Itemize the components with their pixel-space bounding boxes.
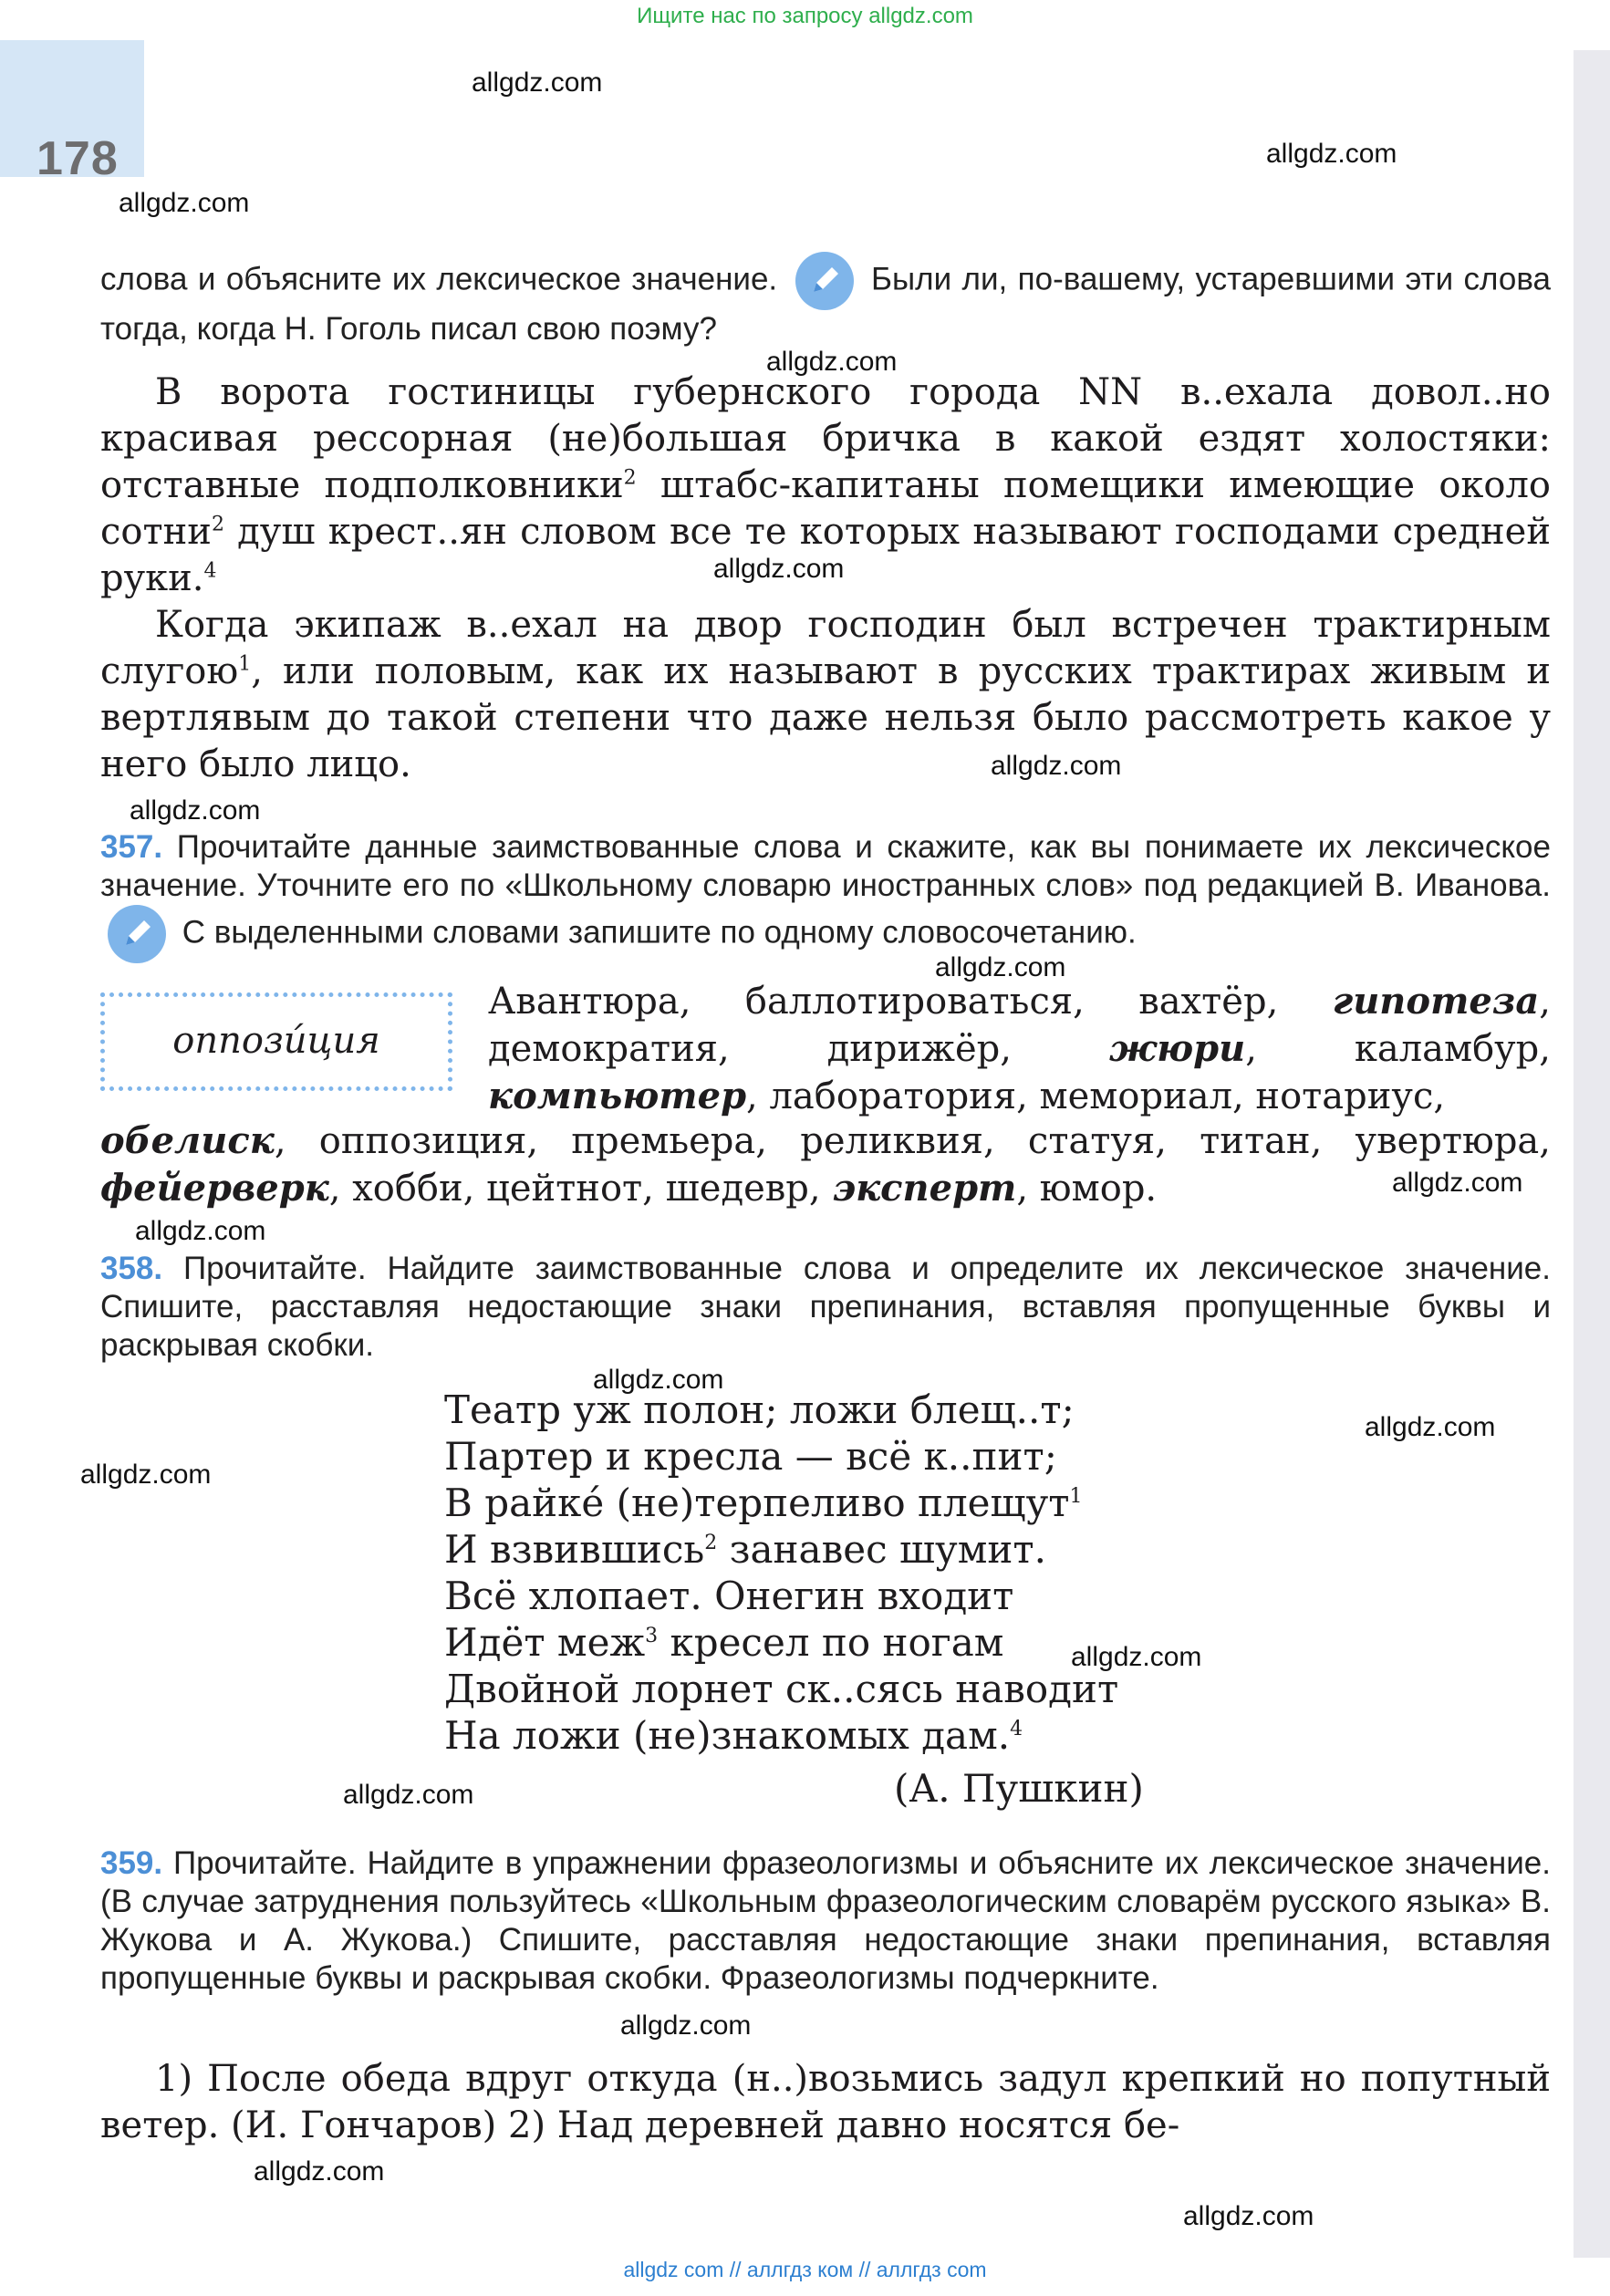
stress-word: оппозúция [172,1020,380,1062]
exercise-359-sentences [100,2056,1551,2149]
stress-word-box [100,992,452,1091]
highlighted-word: компьютер [488,1075,747,1117]
poem-line: В райкé (не)терпеливо плещут$^1$ [444,1480,1083,1525]
watermark: allgdz.com [254,2156,385,2187]
poem-line: Партер и кресла — всё к..пит; [444,1434,1057,1479]
highlighted-word: жюри [1108,1027,1246,1070]
poem-line: Всё хлопает. Онегин входит [444,1574,1014,1618]
pencil-icon [108,905,166,963]
exercise-359-task [100,1844,1551,1998]
exercise-number: 358. [100,1251,163,1286]
watermark: allgdz.com [1365,1412,1496,1442]
exercise-text: С выделенными словами запишите по одному словосочетанию. [182,914,1137,951]
watermark: allgdz.com [1266,139,1397,169]
poem-line: Театр уж полон; ложи блещ..т; [444,1387,1075,1432]
sentences-paragraph: 1) После обеда вдруг откуда (н..)возьмись задул крепкий но попутный ветер. (И. Гончаров) 2) Над деревней давно носятся бе- [100,2058,1551,2146]
watermark: allgdz.com [119,188,250,218]
intro-text-a: слова и объясните их лексическое значение. [100,261,778,297]
watermark: allgdz.com [935,952,1066,982]
task-intro [100,252,1551,348]
poem-author: (А. Пушкин) [894,1766,1144,1811]
gogol-passage [100,369,1551,788]
page-number: 178 [36,132,119,185]
word-list-top: Авантюра, баллотироваться, вахтёр, гипотеза, демократия, дирижёр, жюри, каламбур, компьютер, лаборатория, мемориал, нотариус, [488,980,1552,1117]
exercise-number: 357. [100,829,163,865]
site-footer-note[interactable]: allgdz com // аллгдз ком // аллгдз com [623,2258,987,2281]
watermark: allgdz.com [135,1216,266,1246]
poem-line: Идёт меж$^3$ кресел по ногам [444,1620,1004,1665]
exercise-number: 359. [100,1845,163,1881]
exercise-text: Прочитайте. Найдите заимствованные слова и определите их лексическое значение. Спишите, расставляя недостающие знаки препинания, вставляя пропущенные буквы и раскрывая скобки. [100,1251,1551,1363]
word-list-bottom: обелиск, оппозиция, премьера, реликвия, статуя, титан, увертюра, фейерверк, хобби, цейтнот, шедевр, эксперт, юмор. [100,1119,1551,1210]
highlighted-word: гипотеза [1332,980,1540,1023]
watermark: allgdz.com [1392,1168,1523,1198]
watermark: allgdz.com [766,347,898,377]
watermark: allgdz.com [1183,2201,1314,2231]
pushkin-poem [444,1387,1118,1759]
watermark: allgdz.com [130,795,261,826]
watermark: allgdz.com [713,554,845,584]
page-edge-shadow [1574,50,1610,2258]
watermark: allgdz.com [620,2010,752,2041]
poem-line: И взвившись$^2$ занавес шумит. [444,1527,1046,1572]
site-header-note[interactable]: Ищите нас по запросу allgdz.com [637,4,973,28]
exercise-text: Прочитайте. Найдите в упражнении фразеологизмы и объясните их лексическое значение. (В случае затруднения пользуйтесь «Школьным фразеологическим словарём русского языка» В. Жукова и А. Жукова.) Спишите, расставляя недостающие знаки препинания, вставляя пропущенные буквы и раскрывая скобки. Фразеологизмы подчеркните. [100,1845,1551,1996]
intro-text-b: Были ли, по-вашему, устаревшими эти слова тогда, когда Н. Гоголь писал свою поэму? [100,261,1551,347]
watermark: allgdz.com [80,1460,212,1490]
gogol-paragraph-2: Когда экипаж в..ехал на двор господин был встречен трактирным слугою$^1$, или половым, как их называют в русских трактирах живым и вертлявым до такой степени что даже нельзя было рассмотреть какое у него было лицо. [100,604,1551,785]
highlighted-word: обелиск [100,1119,275,1162]
watermark: allgdz.com [472,68,603,98]
gogol-paragraph-1: В ворота гостиницы губернского города NN в..ехала довол..но красивая рессорная (не)большая бричка в какой ездят холостяки: отставные подполковники$^2$ штабс-капитаны помещики имеющие около сотни$^2$ душ крест..ян словом все те которых называют господами средней руки.$^4$ [100,371,1551,599]
watermark: allgdz.com [343,1780,474,1810]
watermark: allgdz.com [1071,1642,1202,1672]
watermark: allgdz.com [991,751,1122,781]
poem-line: На ложи (не)знакомых дам.$^4$ [444,1713,1023,1758]
poem-line: Двойной лорнет ск..сясь наводит [444,1667,1119,1711]
highlighted-word: эксперт [832,1167,1017,1210]
exercise-text: Прочитайте данные заимствованные слова и скажите, как вы понимаете их лексическое значение. Уточните его по «Школьному словарю иностранных слов» под редакцией В. Иванова. [100,829,1551,903]
highlighted-word: фейерверк [100,1167,329,1210]
pencil-icon [795,252,854,310]
exercise-357-task [100,828,1551,963]
watermark: allgdz.com [593,1365,724,1395]
exercise-358-task [100,1250,1551,1365]
